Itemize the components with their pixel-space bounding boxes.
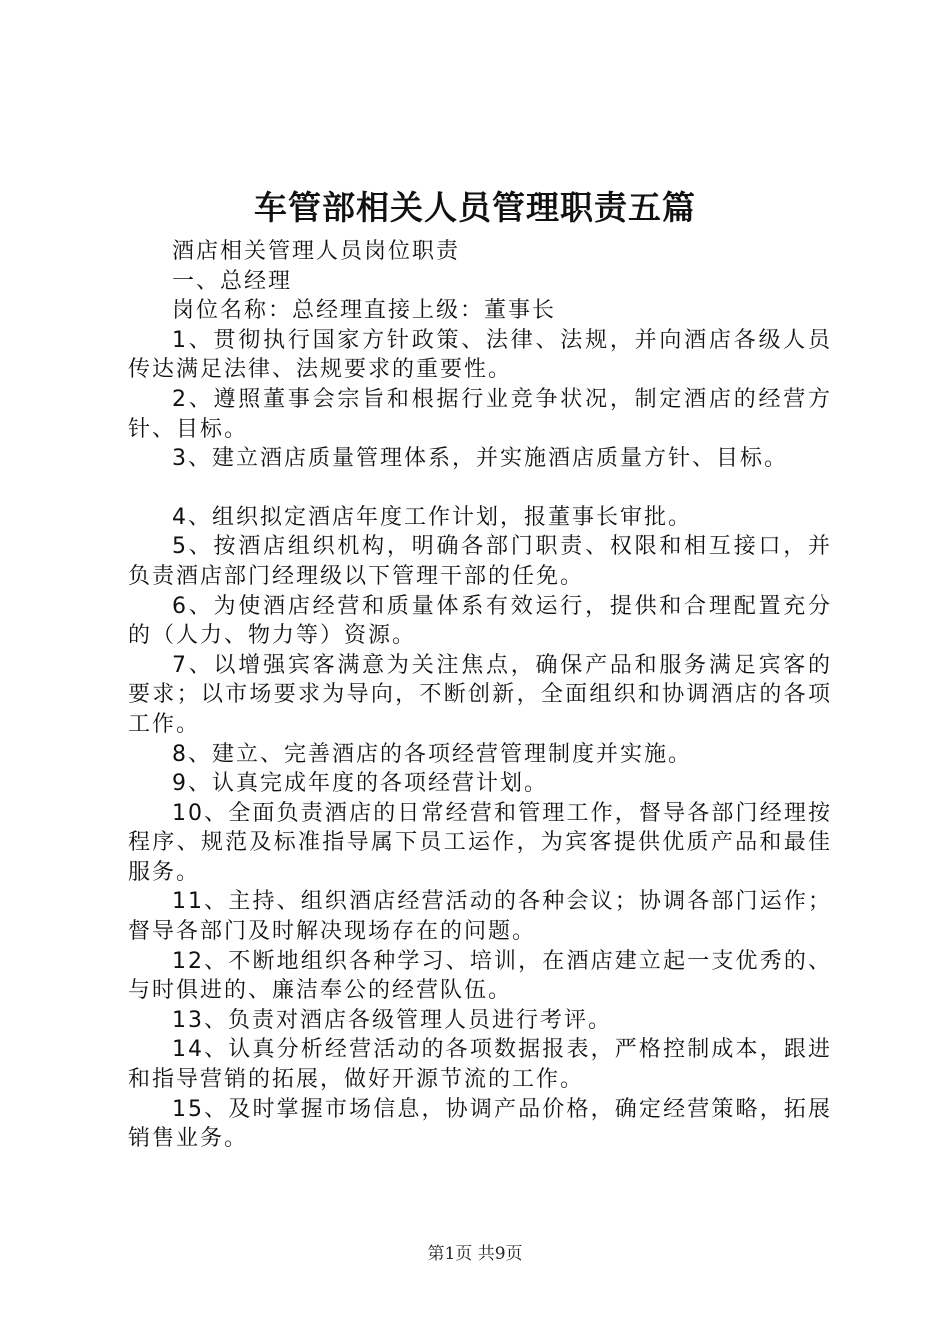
paragraph-duty-12: 12、不断地组织各种学习、培训，在酒店建立起一支优秀的、与时俱进的、廉洁奉公的经营队伍。 [128,948,832,1004]
paragraph-role-heading: 一、总经理 [172,268,293,294]
paragraph-duty-2: 2、遵照董事会宗旨和根据行业竞争状况，制定酒店的经营方针、目标。 [128,386,832,442]
paragraph-duty-8: 8、建立、完善酒店的各项经营管理制度并实施。 [172,741,692,767]
paragraph-duty-1: 1、贯彻执行国家方针政策、法律、法规，并向酒店各级人员传达满足法律、法规要求的重要性。 [128,327,832,383]
paragraph-duty-15: 15、及时掌握市场信息，协调产品价格，确定经营策略，拓展销售业务。 [128,1096,832,1152]
paragraph-duty-6: 6、为使酒店经营和质量体系有效运行，提供和合理配置充分的（人力、物力等）资源。 [128,593,832,649]
paragraph-position-info: 岗位名称：总经理直接上级：董事长 [172,298,557,324]
paragraph-duty-3: 3、建立酒店质量管理体系，并实施酒店质量方针、目标。 [172,446,788,472]
paragraph-duty-7: 7、以增强宾客满意为关注焦点，确保产品和服务满足宾客的要求；以市场要求为导向，不断创新，全面组织和协调酒店的各项工作。 [128,652,832,737]
paragraph-duty-5: 5、按酒店组织机构，明确各部门职责、权限和相互接口，并负责酒店部门经理级以下管理干部的任免。 [128,534,832,589]
paragraph-duty-11: 11、主持、组织酒店经营活动的各种会议；协调各部门运作；督导各部门及时解决现场存在的问题。 [128,889,832,945]
paragraph-duty-9: 9、认真完成年度的各项经营计划。 [172,771,548,797]
paragraph-duty-10: 10、全面负责酒店的日常经营和管理工作，督导各部门经理按程序、规范及标准指导属下员工运作，为宾客提供优质产品和最佳服务。 [128,800,832,885]
document-title: 车管部相关人员管理职责五篇 [254,188,696,227]
document-body [128,237,832,1154]
paragraph-section-heading: 酒店相关管理人员岗位职责 [172,239,461,264]
paragraph-duty-13: 13、负责对酒店各级管理人员进行考评。 [172,1007,612,1033]
page-number-footer: 第1页 共9页 [427,1244,523,1264]
paragraph-duty-4: 4、组织拟定酒店年度工作计划，报董事长审批。 [172,504,692,530]
paragraph-duty-14: 14、认真分析经营活动的各项数据报表，严格控制成本，跟进和指导营销的拓展，做好开源节流的工作。 [128,1037,832,1093]
